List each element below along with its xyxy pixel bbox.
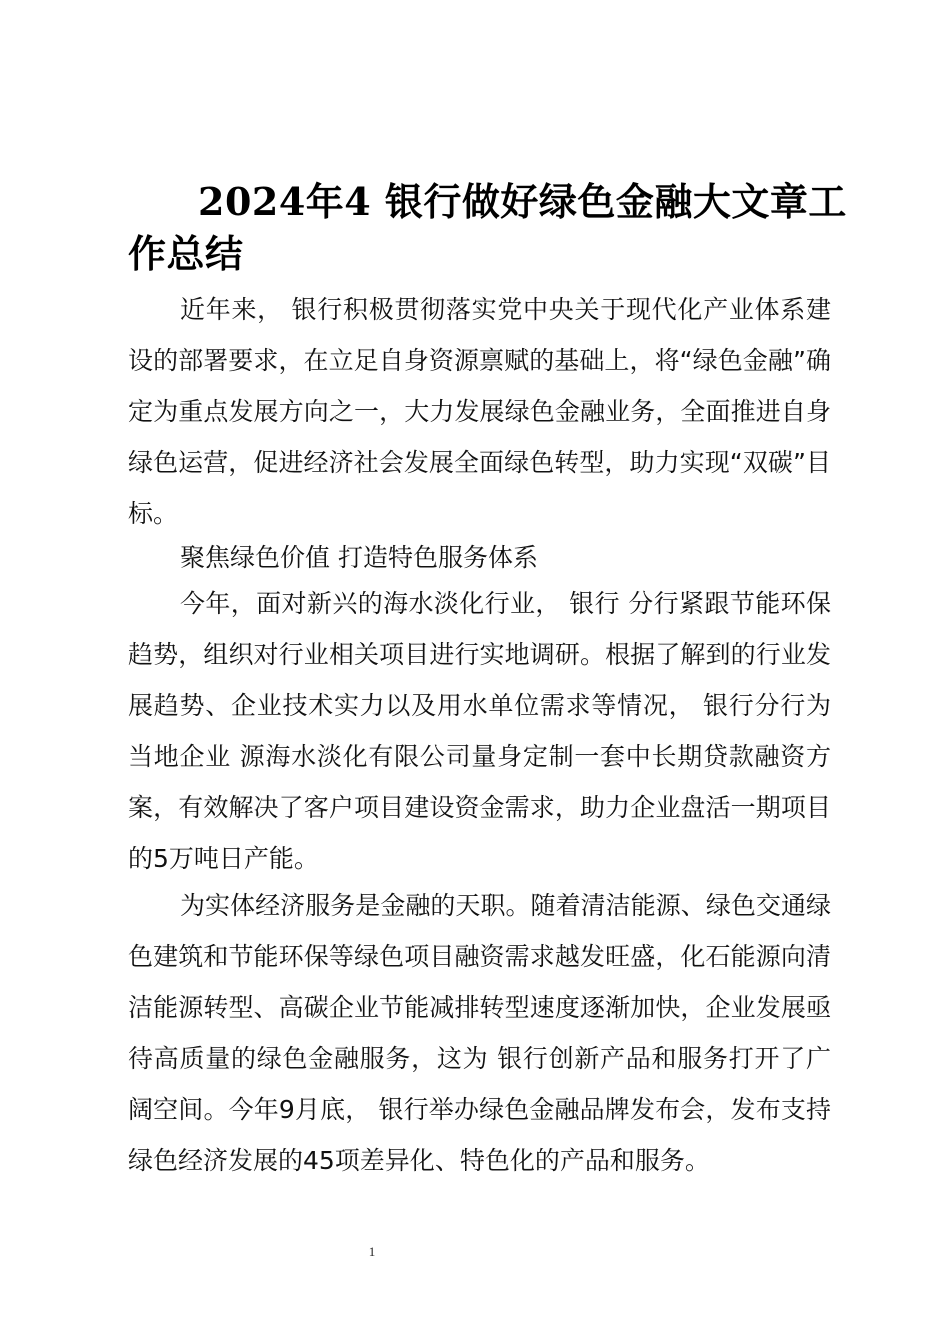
page-number: 1 [368,1244,376,1259]
document-title: 2024年4 银行做好绿色金融大文章工作总结 [128,179,847,276]
section-heading: 聚焦绿色价值 打造特色服务体系 [180,543,538,572]
paragraph-intro: 近年来， 银行积极贯彻落实党中央关于现代化产业体系建设的部署要求，在立足自身资源禀赋的基础上，将“绿色金融”确定为重点发展方向之一，大力发展绿色金融业务，全面推进自身绿色运营，促进经济社会发展全面绿色转型，助力实现“双碳”目标。 [128,295,831,528]
paragraph-desalination: 今年，面对新兴的海水淡化行业， 银行 分行紧跟节能环保趋势，组织对行业相关项目进行实地调研。根据了解到的行业发展趋势、企业技术实力以及用水单位需求等情况， 银行分行为当地企业 源海水淡化有限公司量身定制一套中长期贷款融资方案，有效解决了客户项目建设资金需求，助力企业盘活一期项目的5万吨日产能。 [128,589,831,873]
paragraph-real-economy: 为实体经济服务是金融的天职。随着清洁能源、绿色交通绿色建筑和节能环保等绿色项目融资需求越发旺盛，化石能源向清洁能源转型、高碳企业节能减排转型速度逐渐加快，企业发展亟待高质量的绿色金融服务，这为 银行创新产品和服务打开了广阔空间。今年9月底， 银行举办绿色金融品牌发布会，发布支持绿色经济发展的45项差异化、特色化的产品和服务。 [128,891,831,1175]
